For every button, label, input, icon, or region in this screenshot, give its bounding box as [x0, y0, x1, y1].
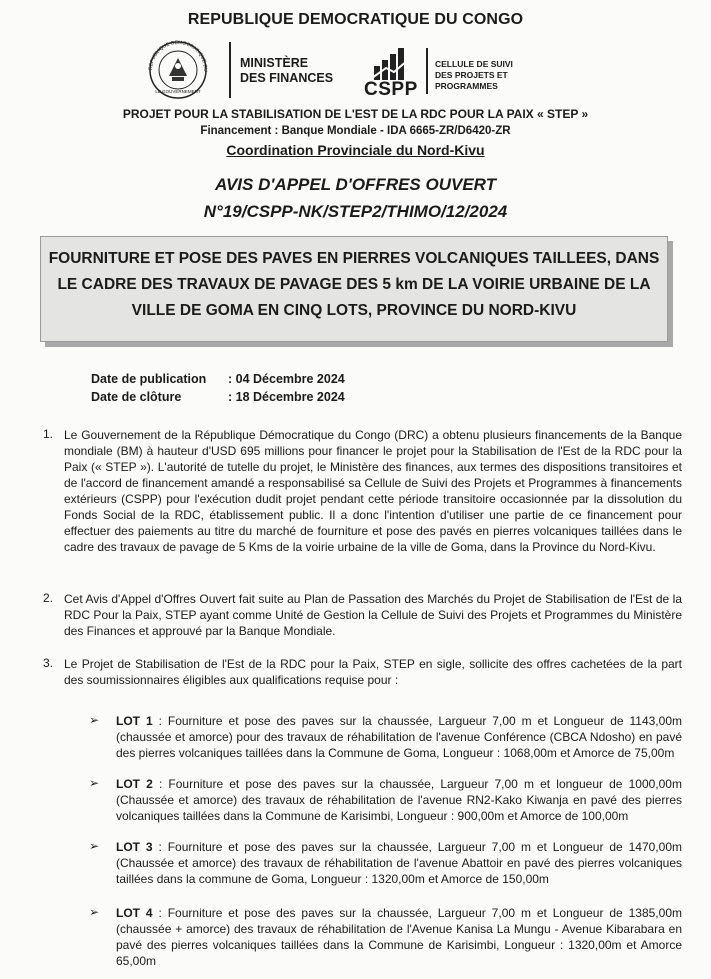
paragraph-number: 1.: [43, 427, 54, 441]
arrow-bullet-icon: ➢: [89, 839, 100, 853]
cspp-logo-text: CSPP: [364, 79, 418, 100]
lot-label: LOT 3: [116, 840, 153, 854]
coat-of-arms-seal-icon: [142, 40, 214, 100]
lot-description: : Fourniture et pose des paves sur la chaussée, Largueur 7,00 m et Longueur de 1143,00m (chaussée et amorce) pour des travaux de réhabilitation de l'avenue Conférence (CBCA Ndosho) en pavé des pierres volcaniques taillées dans la Commune de Goma, Longueur : 1068,00m et Amorce de 75,00m: [116, 714, 682, 760]
subject-line-2: LE CADRE DES TRAVAUX DE PAVAGE DES 5 km DE LA VOIRIE URBAINE DE LA: [57, 276, 651, 293]
ministry-line-2: DES FINANCES: [240, 71, 334, 85]
header-divider: [229, 42, 231, 98]
cspp-sub-line-2: DES PROJETS ET: [435, 70, 508, 80]
paragraph-number: 2.: [43, 591, 54, 605]
paragraph-3: Le Projet de Stabilisation de l'Est de la RDC pour la Paix, STEP en sigle, sollicite des offres cachetées de la part des soumissionnaires éligibles aux qualifications requise pour :: [64, 657, 682, 687]
ministry-label: [240, 56, 333, 86]
lot-description: : Fourniture et pose des paves sur la chaussée, Largueur 7,00 m et Longueur de 1470,00m (Chaussée et amorce) des travaux de réhabilitation de l'avenue Abattoir en pavé des pierres volcaniques taillées dans la commune de Goma, Longueur : 1320,00m et Amorce de 150,00m: [116, 840, 682, 886]
arrow-bullet-icon: ➢: [89, 905, 100, 919]
notice-number: N°19/CSPP-NK/STEP2/THIMO/12/2024: [203, 202, 508, 221]
lot-label: LOT 1: [116, 714, 153, 728]
notice-title: AVIS D'APPEL D'OFFRES OUVERT: [214, 175, 497, 194]
cspp-building-icon: [370, 48, 410, 82]
lot-1-item: [116, 713, 682, 761]
subject-line-3: VILLE DE GOMA EN CINQ LOTS, PROVINCE DU NORD-KIVU: [131, 302, 577, 319]
lot-label: LOT 2: [116, 777, 153, 791]
lot-4-item: [116, 905, 682, 969]
lot-2-item: [116, 776, 682, 824]
financing-line: Financement : Banque Mondiale - IDA 6665-ZR/D6420-ZR: [200, 125, 511, 137]
publication-date-value: : 04 Décembre 2024: [228, 372, 345, 386]
svg-text:LE GOUVERNEMENT: LE GOUVERNEMENT: [155, 89, 201, 94]
subject-line-1: FOURNITURE ET POSE DES PAVES EN PIERRES VOLCANIQUES TAILLEES, DANS: [48, 250, 660, 267]
publication-date-label: Date de publication: [91, 372, 207, 386]
cspp-divider: [426, 48, 428, 94]
lot-label: LOT 4: [116, 906, 153, 920]
paragraph-2: Cet Avis d'Appel d'Offres Ouvert fait suite au Plan de Passation des Marchés du Projet de Stabilisation de l'Est de la RDC Pour la Paix, STEP ayant comme Unité de Gestion la Cellule de Suivi des Projets et Programmes du Ministère des Finances et approuvé par la Banque Mondiale.: [64, 592, 682, 638]
cspp-sub-line-1: CELLULE DE SUIVI: [435, 59, 513, 69]
ministry-line-1: MINISTÈRE: [240, 56, 309, 70]
lot-description: : Fourniture et pose des paves sur la chaussée, Largueur 7,00 m et Longueur de 1385,00m (chaussée + amorce) des travaux de réhabilitation de l'Avenue Kanisa La Mungu - Avenue Kibarabara en pavé des pierres volcaniques taillées dans la Commune de Karisimbi, Longueur : 1320,00m et Amorce 65,00m: [116, 906, 682, 968]
seal-lettering: REPUBLIQUE DEMOCRATIQUE DU: [147, 40, 209, 72]
lot-description: : Fourniture et pose des paves sur la chaussée, Largueur 7,00 m et longueur de 1000,00m (Chaussée et amorce) des travaux de réhabilitation de l'avenue RN2-Kako Kiwanja en pavé des pierres volcaniques taillées dans la Commune de Karisimbi, Longueur : 900,00m et Amorce de 100,00m: [116, 777, 682, 823]
lot-3-item: [116, 839, 682, 887]
closing-date-value: : 18 Décembre 2024: [228, 390, 345, 404]
coordination-heading: [0, 142, 711, 158]
paragraph-1: Le Gouvernement de la République Démocratique du Congo (DRC) a obtenu plusieurs financements de la Banque mondiale (BM) à hauteur d'USD 695 millions pour financer le projet pour la Stabilisation de l'Est de la RDC pour la Paix (« STEP »). L'autorité de tutelle du projet, le Ministère des finances, aux termes des dispositions transitoires et de l'accord de financement amandé a responsabilisé sa Cellule de Suivi des Projets et Programmes à financements extérieurs (CSPP) pour l'exécution dudit projet pendant cette période transitoire occasionnée par la dissolution du Fonds Social de la RDC, établissement public. Il a donc l'intention d'utiliser une partie de ce financement pour effectuer des paiements au titre du marché de fourniture et pose des pavés en pierres volcaniques taillées dans le cadre des travaux de pavage de 5 Kms de la voirie urbaine de la ville de Goma, dans la Province du Nord-Kivu.: [64, 428, 682, 554]
closing-date-label: Date de clôture: [91, 390, 182, 404]
paragraph-number: 3.: [43, 656, 54, 670]
republic-heading: REPUBLIQUE DEMOCRATIQUE DU CONGO: [187, 11, 524, 28]
project-title: PROJET POUR LA STABILISATION DE L'EST DE LA RDC POUR LA PAIX « STEP »: [122, 107, 589, 121]
arrow-bullet-icon: ➢: [89, 776, 100, 790]
cspp-sub-line-3: PROGRAMMES: [435, 81, 498, 91]
arrow-bullet-icon: ➢: [89, 713, 100, 727]
cspp-subtitle: [435, 59, 513, 92]
coordination-text: Coordination Provinciale du Nord-Kivu: [226, 142, 485, 158]
